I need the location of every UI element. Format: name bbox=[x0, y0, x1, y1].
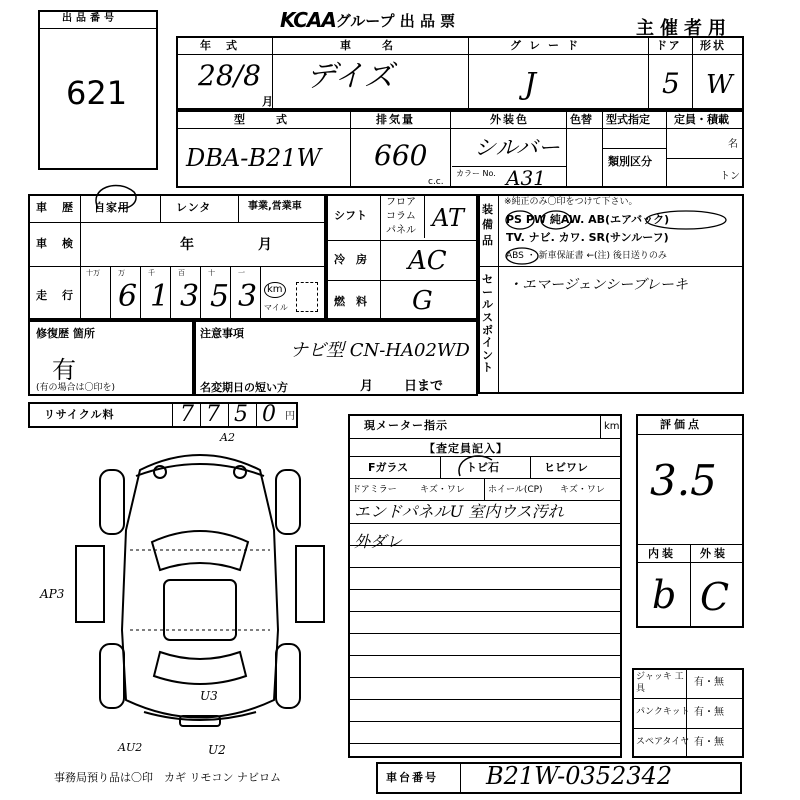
spare-tire-label: スペアタイヤ bbox=[636, 737, 690, 747]
class-label: 類別区分 bbox=[608, 155, 652, 168]
equipment-note: ※純正のみ〇印をつけて下さい。 bbox=[504, 197, 638, 207]
history-business: 事業,営業車 bbox=[248, 201, 302, 212]
recycle-digit: 7 bbox=[206, 402, 220, 427]
digit-label: 千 bbox=[148, 269, 155, 277]
shape-value: W bbox=[706, 70, 733, 100]
inspection-label: 車 検 bbox=[36, 237, 75, 250]
inspector-note: エンドパネルU 室内ウス汚れ bbox=[354, 502, 564, 521]
mirror-options: キズ・ワレ bbox=[420, 485, 465, 495]
inspector-header: 【査定員記入】 bbox=[424, 442, 508, 455]
jack-label: ジャッキ 工具 bbox=[636, 672, 684, 694]
mileage-label: 走 行 bbox=[36, 289, 75, 302]
interior-score: b bbox=[652, 573, 677, 617]
repair-label: 修復歴 箇所 bbox=[36, 327, 95, 340]
jack-option: 有・無 bbox=[694, 677, 724, 688]
year-label: 年 式 bbox=[200, 39, 239, 52]
mileage-digit: 3 bbox=[180, 279, 200, 314]
shift-panel: パネル bbox=[386, 225, 416, 236]
color-no-label: カラー No. bbox=[456, 169, 496, 178]
spare-option: 有・無 bbox=[694, 737, 724, 748]
history-circle-mark bbox=[88, 180, 148, 220]
organizer-label: 主催者用 bbox=[636, 18, 732, 39]
equipment-circles bbox=[500, 206, 740, 266]
ac-label: 冷 房 bbox=[334, 253, 367, 266]
doors-value: 5 bbox=[662, 67, 680, 100]
equipment-line3: ABS ・ 新車保証書 ←(注) 後日送りのみ bbox=[506, 251, 667, 261]
damage-mark-rear-glass: U3 bbox=[200, 689, 218, 703]
damage-mark-rear: U2 bbox=[208, 743, 226, 757]
doors-label: ドア bbox=[656, 39, 682, 52]
mileage-digit: 6 bbox=[118, 279, 138, 314]
equipment-line2: TV. ナビ. カワ. SR(サンルーフ) bbox=[506, 231, 669, 244]
vehicle-diagram bbox=[60, 430, 340, 760]
shift-floor: フロア bbox=[386, 197, 416, 208]
chip-circle-mark bbox=[452, 450, 502, 484]
grade-label: グレード bbox=[510, 39, 586, 52]
history-rental: レンタ bbox=[176, 201, 212, 214]
brand-logo: KCAA bbox=[280, 8, 336, 32]
keys-note: 事務局預り品は〇印 カギ リモコン ナビロム bbox=[54, 771, 281, 784]
inspection-month: 月 bbox=[258, 237, 274, 253]
puncture-kit-label: パンクキット bbox=[636, 707, 690, 717]
digit-label: 一 bbox=[238, 269, 245, 277]
car-name-label: 車 名 bbox=[340, 39, 403, 52]
recycle-digit: 0 bbox=[262, 402, 276, 427]
deadline-label: 名変期日の短い方 bbox=[200, 381, 288, 394]
windshield-label: Fガラス bbox=[368, 461, 409, 474]
digit-label: 十万 bbox=[86, 269, 100, 277]
form-title: .グループ 出 品 票 bbox=[330, 12, 456, 30]
month-suffix: 月 bbox=[262, 95, 275, 108]
displacement-value: 660 bbox=[374, 139, 428, 172]
score-label: 評価点 bbox=[660, 418, 702, 431]
color-label: 外装色 bbox=[490, 113, 529, 126]
wheel-options: キズ・ワレ bbox=[560, 485, 605, 495]
repair-note: (有の場合は〇印を) bbox=[36, 383, 116, 393]
damage-mark-rear-left: AU2 bbox=[118, 741, 143, 754]
mileage-digit: 3 bbox=[238, 279, 258, 314]
model-value: DBA-B21W bbox=[186, 144, 322, 172]
displacement-label: 排気量 bbox=[376, 113, 415, 126]
deadline-month: 月 bbox=[360, 379, 376, 394]
recycle-unit: 円 bbox=[285, 411, 295, 422]
sales-point-value: ・エマージェンシーブレーキ bbox=[508, 277, 688, 293]
capacity-label: 定員・積載 bbox=[674, 113, 729, 126]
notes-value: ナビ型 CN-HA02WD bbox=[290, 340, 470, 361]
equipment-line1: PS PW 純AW. AB(エアバック) bbox=[506, 213, 670, 226]
type-designation-label: 型式指定 bbox=[606, 113, 650, 126]
puncture-option: 有・無 bbox=[694, 707, 724, 718]
history-label: 車 歴 bbox=[36, 201, 75, 214]
ac-value: AC bbox=[408, 246, 447, 276]
persons-unit: 名 bbox=[728, 139, 738, 150]
mileage-digit: 1 bbox=[150, 279, 170, 314]
recycle-digit: 7 bbox=[180, 402, 194, 427]
inspection-year: 年 bbox=[180, 237, 196, 253]
notes-label: 注意事項 bbox=[200, 327, 244, 340]
shift-label: シフト bbox=[334, 209, 367, 222]
fuel-value: G bbox=[412, 286, 433, 316]
recycle-digit: 5 bbox=[234, 402, 248, 427]
equipment-label: 装備品 bbox=[482, 203, 493, 247]
score-value: 3.5 bbox=[650, 456, 717, 505]
model-label: 型 式 bbox=[234, 113, 297, 126]
meter-label: 現メーター指示 bbox=[364, 419, 448, 432]
damage-mark-left: AP3 bbox=[40, 587, 65, 601]
crack-option: ヒビワレ bbox=[544, 461, 588, 474]
digit-label: 万 bbox=[118, 269, 125, 277]
interior-label: 内装 bbox=[648, 547, 676, 560]
meter-unit: km bbox=[604, 421, 620, 432]
history-private: 自家用 bbox=[94, 201, 130, 214]
mile-unit: マイル bbox=[264, 303, 288, 312]
km-unit: km bbox=[264, 282, 286, 298]
mile-checkbox bbox=[296, 282, 318, 312]
shift-column: コラム bbox=[386, 211, 416, 222]
mirror-label: ドアミラー bbox=[352, 485, 397, 495]
chassis-value: B21W-0352342 bbox=[486, 762, 673, 790]
recycle-label: リサイクル料 bbox=[44, 408, 115, 421]
deadline-day: 日まで bbox=[404, 379, 444, 394]
repair-value: 有 bbox=[52, 356, 76, 384]
digit-label: 十 bbox=[208, 269, 215, 277]
grade-value: J bbox=[524, 67, 537, 102]
year-value: 28/8 bbox=[198, 59, 261, 92]
color-no-value: A31 bbox=[506, 166, 546, 190]
shift-value: AT bbox=[432, 204, 465, 232]
color-value: シルバー bbox=[474, 136, 560, 161]
wheel-label: ホイール(CP) bbox=[488, 485, 543, 495]
exterior-score: C bbox=[700, 575, 730, 619]
shape-label: 形状 bbox=[700, 39, 726, 52]
sales-point-label: セールスポイント bbox=[482, 273, 493, 375]
cc-unit: c.c. bbox=[428, 177, 444, 187]
mileage-digit: 5 bbox=[210, 279, 230, 314]
tons-unit: トン bbox=[720, 171, 740, 182]
inspector-note: 外ダレ bbox=[354, 532, 403, 551]
digit-label: 百 bbox=[178, 269, 185, 277]
lot-number-label: 出品番号 bbox=[62, 13, 118, 24]
color-change-label: 色替 bbox=[570, 113, 592, 126]
chassis-label: 車台番号 bbox=[386, 771, 438, 784]
lot-number: 621 bbox=[66, 74, 128, 112]
exterior-label: 外装 bbox=[700, 547, 728, 560]
car-name-value: デイズ bbox=[306, 59, 394, 94]
damage-mark-front: A2 bbox=[220, 431, 235, 444]
fuel-label: 燃 料 bbox=[334, 295, 367, 308]
chip-option: トビ石 bbox=[466, 461, 499, 474]
